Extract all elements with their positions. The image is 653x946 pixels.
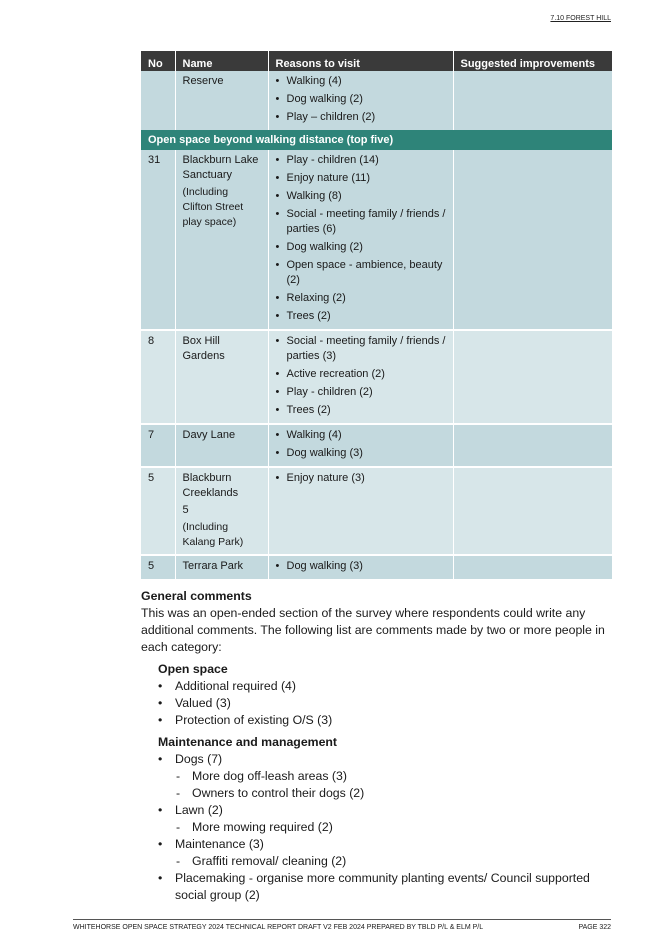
cell-reasons <box>268 555 453 579</box>
cell-improvements <box>453 71 612 130</box>
reasons-list <box>276 334 446 418</box>
name-line: Box Hill Gardens <box>182 335 225 362</box>
section-title: Open space beyond walking distance (top five) <box>141 130 612 150</box>
list-item: • Dog walking (3) <box>276 559 446 574</box>
col-header-name: Name <box>175 51 268 71</box>
general-comments <box>141 588 616 904</box>
cell-improvements <box>453 330 612 424</box>
list-item <box>141 802 616 836</box>
sub-list <box>175 819 616 836</box>
name-note: (Including Kalang Park) <box>182 521 244 548</box>
cell-reasons <box>268 71 453 130</box>
list-item: • Placemaking - organise more community planting events/ Council supported social group (2) <box>141 870 616 904</box>
cell-name <box>175 424 268 467</box>
cell-name: Reserve <box>175 71 268 130</box>
table-row <box>141 424 612 467</box>
list-item: • Active recreation (2) <box>276 367 446 382</box>
reasons-list <box>276 428 446 461</box>
list-item: • Relaxing (2) <box>276 291 446 306</box>
list-item-text: Dogs (7) <box>175 752 223 766</box>
sub-list-item: - Owners to control their dogs (2) <box>175 785 616 802</box>
list-item: • Play - children (2) <box>276 385 446 400</box>
general-comments-intro: This was an open-ended section of the survey where respondents could write any additional comments. The following list are comments made by two or more people in each category: <box>141 606 605 654</box>
list-item <box>141 836 616 870</box>
cell-no: 8 <box>141 330 175 424</box>
cell-no: 31 <box>141 150 175 330</box>
maintenance-heading: Maintenance and management <box>158 735 338 749</box>
list-item: • Trees (2) <box>276 403 446 418</box>
cell-reasons <box>268 330 453 424</box>
sub-list-item: - More dog off-leash areas (3) <box>175 768 616 785</box>
sub-list-item: - Graffiti removal/ cleaning (2) <box>175 853 616 870</box>
table-header-row <box>141 51 612 71</box>
cell-name <box>175 150 268 330</box>
cell-no: 7 <box>141 424 175 467</box>
cell-reasons <box>268 150 453 330</box>
list-item: • Social - meeting family / friends / parties (6) <box>276 207 446 237</box>
reasons-list <box>276 559 446 574</box>
list-item-text: Lawn (2) <box>175 803 223 817</box>
list-item: • Dog walking (3) <box>276 446 446 461</box>
col-header-reasons: Reasons to visit <box>268 51 453 71</box>
list-item: • Protection of existing O/S (3) <box>141 712 616 729</box>
sub-list <box>175 853 616 870</box>
cell-name <box>175 555 268 579</box>
cell-improvements <box>453 467 612 555</box>
col-header-no: No <box>141 51 175 71</box>
open-space-list <box>141 678 616 729</box>
list-item: • Walking (4) <box>276 428 446 443</box>
name-line: Blackburn Lake Sanctuary <box>182 154 259 181</box>
list-item: • Enjoy nature (3) <box>276 471 446 486</box>
cell-improvements <box>453 424 612 467</box>
name-line: Blackburn Creeklands <box>182 472 239 499</box>
table-row <box>141 467 612 555</box>
section-reference: 7.10 FOREST HILL <box>550 15 611 22</box>
cell-reasons <box>268 467 453 555</box>
sub-list-item: - More mowing required (2) <box>175 819 616 836</box>
list-item: • Valued (3) <box>141 695 616 712</box>
reasons-list <box>276 74 446 125</box>
general-comments-title: General comments <box>141 589 252 603</box>
section-row <box>141 130 612 150</box>
list-item: • Social - meeting family / friends / parties (3) <box>276 334 446 364</box>
list-item: • Trees (2) <box>276 309 446 324</box>
cell-improvements <box>453 555 612 579</box>
cell-reasons <box>268 424 453 467</box>
name-line: Davy Lane <box>182 429 236 441</box>
sub-list <box>175 768 616 802</box>
name-line: 5 <box>182 504 189 516</box>
table-row <box>141 71 612 130</box>
col-header-improvements: Suggested improvements <box>453 51 612 71</box>
list-item: • Walking (8) <box>276 189 446 204</box>
list-item: • Open space - ambience, beauty (2) <box>276 258 446 288</box>
reasons-list <box>276 153 446 324</box>
list-item: • Dog walking (2) <box>276 240 446 255</box>
maintenance-list <box>141 751 616 904</box>
reasons-table <box>141 51 612 579</box>
table-row <box>141 555 612 579</box>
cell-name <box>175 467 268 555</box>
cell-no <box>141 71 175 130</box>
list-item: • Enjoy nature (11) <box>276 171 446 186</box>
name-note: (Including Clifton Street play space) <box>182 186 244 228</box>
list-item: • Play - children (14) <box>276 153 446 168</box>
footer-doc-info: WHITEHORSE OPEN SPACE STRATEGY 2024 TECHNICAL REPORT DRAFT V2 FEB 2024 PREPARED BY TBLD P/L & ELM P/L <box>73 924 484 931</box>
table-row <box>141 150 612 330</box>
page-number: PAGE 322 <box>578 924 611 931</box>
cell-improvements <box>453 150 612 330</box>
list-item: • Walking (4) <box>276 74 446 89</box>
open-space-heading: Open space <box>158 662 228 676</box>
list-item: • Play – children (2) <box>276 110 446 125</box>
list-item-text: Maintenance (3) <box>175 837 264 851</box>
list-item: • Dog walking (2) <box>276 92 446 107</box>
cell-no: 5 <box>141 555 175 579</box>
list-item: • Additional required (4) <box>141 678 616 695</box>
reasons-list <box>276 471 446 486</box>
cell-no: 5 <box>141 467 175 555</box>
table-row <box>141 330 612 424</box>
cell-name <box>175 330 268 424</box>
list-item <box>141 751 616 802</box>
page-footer <box>73 919 611 931</box>
name-line: Terrara Park <box>182 560 244 572</box>
